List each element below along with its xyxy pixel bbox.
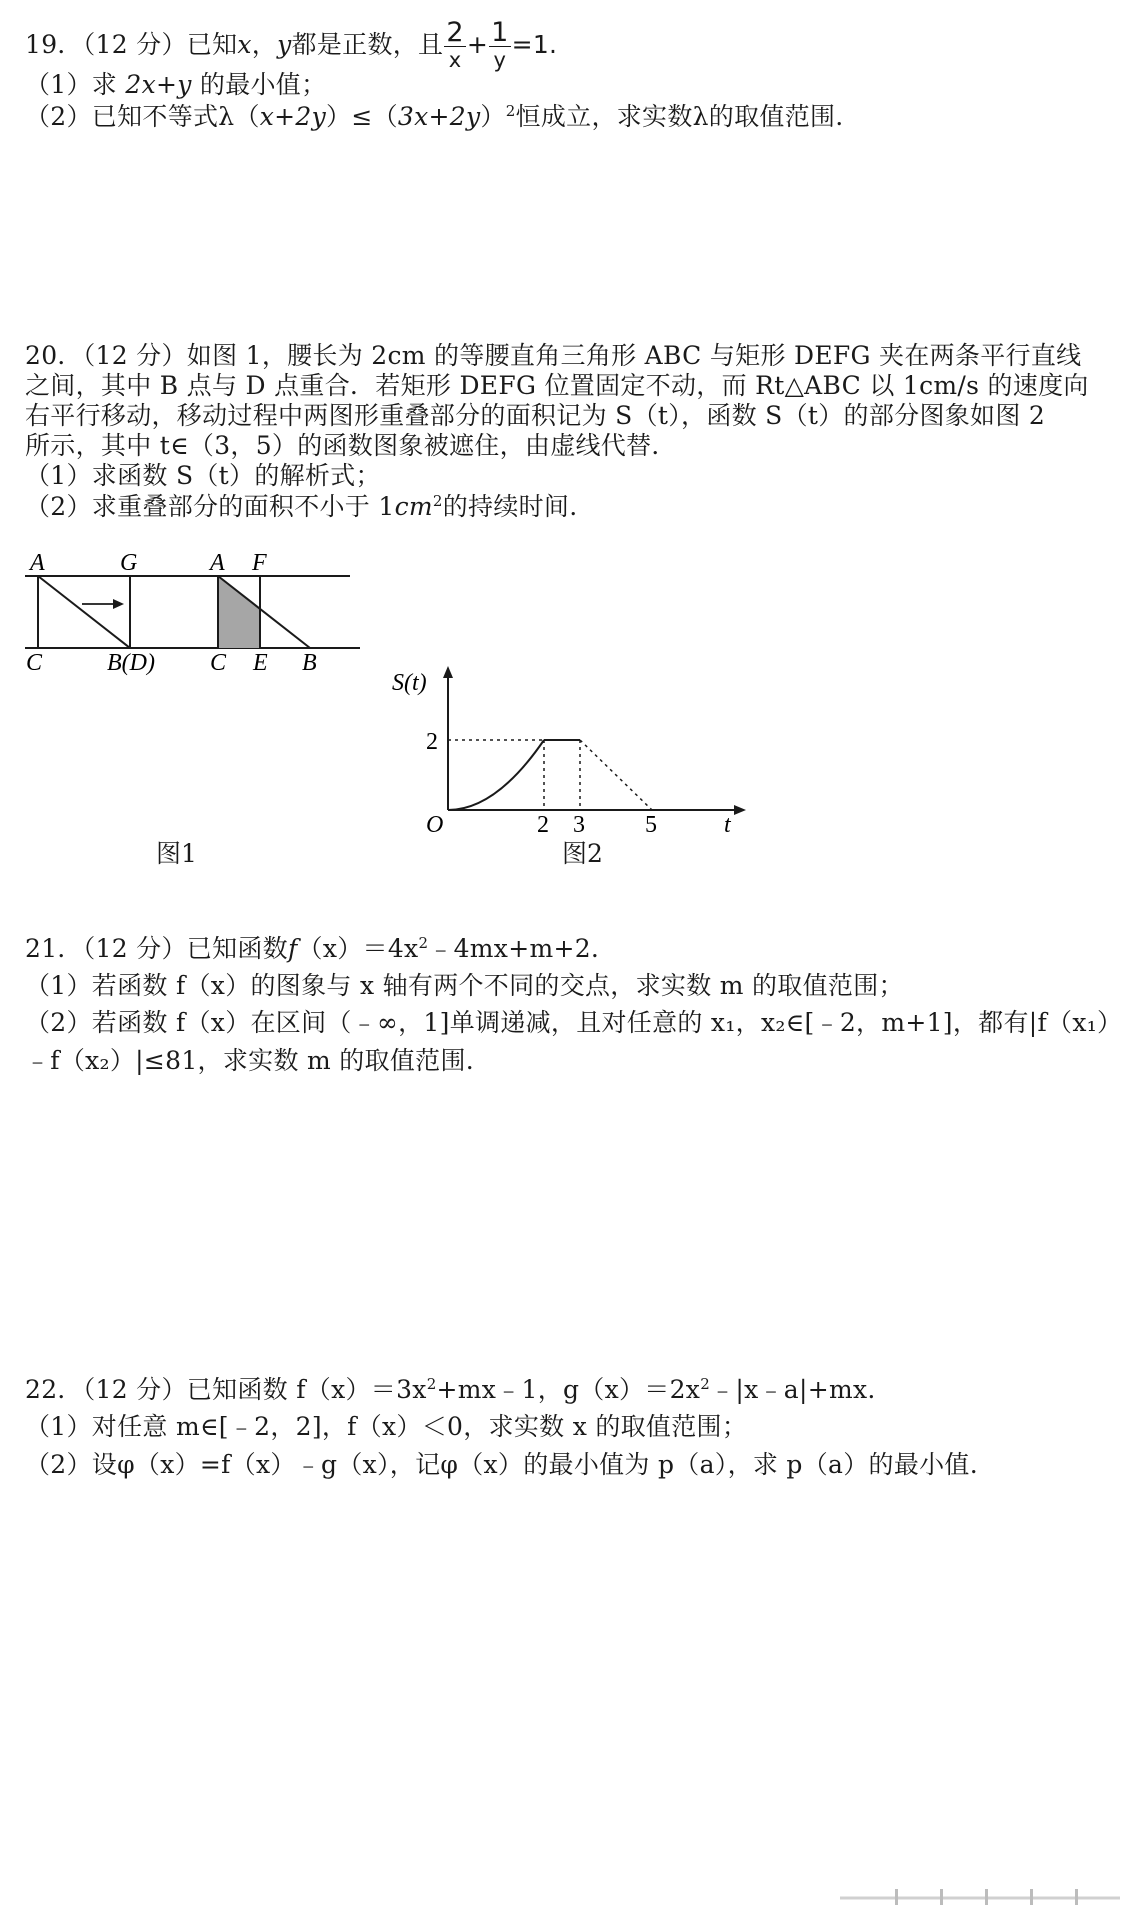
stem-text: 21．（12 分）已知函数 — [25, 934, 288, 963]
q20-line2: 之间，其中 B 点与 D 点重合．若矩形 DEFG 位置固定不动，而 Rt△ABC 以 1cm/s 的速度向 — [25, 371, 1089, 400]
label-A-2: A — [210, 550, 225, 576]
part-label: （2）已知不等式λ（ — [25, 102, 260, 131]
func-f: f — [287, 934, 298, 963]
stem-expr-2: ﹣4mx+m+2. — [428, 934, 600, 963]
expr: 2x+y — [125, 70, 192, 99]
figure-2-graph — [380, 660, 750, 835]
exponent-2: 2 — [700, 1375, 711, 1393]
part-label: （1）求 — [25, 70, 118, 99]
part-text-2: 的持续时间. — [442, 492, 578, 521]
q19-stem — [25, 17, 558, 73]
q19-sep: ， — [251, 30, 278, 59]
q22-part1: （1）对任意 m∈[﹣2，2]，f（x）＜0，求实数 x 的取值范围； — [25, 1412, 748, 1441]
q19-text: 已知 — [186, 30, 238, 59]
y-tick-2: 2 — [426, 729, 438, 755]
q19-fraction-1-over-y — [489, 17, 510, 73]
x-axis-label: t — [724, 812, 731, 835]
q20-part2 — [25, 489, 577, 525]
label-G: G — [120, 550, 138, 576]
q21-part2-line2: ﹣f（x₂）|≤81，求实数 m 的取值范围. — [25, 1046, 475, 1075]
expr-b: 3x+2y — [397, 102, 481, 131]
stem-expr: （x）＝4x — [297, 934, 419, 963]
label-C-2: C — [210, 650, 227, 676]
frac-den: x — [448, 48, 462, 72]
ineq: ）≤（ — [326, 102, 398, 131]
part-text: 恒成立，求实数λ的取值范围. — [515, 102, 844, 131]
equals-one: =1. — [511, 30, 558, 59]
triangle-hypotenuse — [38, 576, 130, 648]
q21-part2-line1: （2）若函数 f（x）在区间（﹣∞，1]单调递减，且对任意的 x₁，x₂∈[﹣2，m+1]，都有|f（x₁） — [25, 1008, 1123, 1037]
stem-text-3: ﹣|x﹣a|+mx. — [710, 1375, 876, 1404]
plus-sign: + — [466, 30, 489, 59]
frac-den: y — [493, 48, 507, 72]
exponent: 2 — [432, 492, 443, 510]
q19-var-x: x — [237, 30, 252, 59]
q20-line1: 20．（12 分）如图 1，腰长为 2cm 的等腰直角三角形 ABC 与矩形 DEFG 夹在两条平行直线 — [25, 341, 1082, 370]
exponent: 2 — [418, 934, 429, 952]
q19-fraction-2-over-x — [444, 17, 465, 73]
figure-1-caption: 图1 — [156, 839, 197, 868]
origin-label: O — [426, 812, 444, 835]
x-tick-2: 2 — [537, 812, 549, 835]
q21-part1: （1）若函数 f（x）的图象与 x 轴有两个不同的交点，求实数 m 的取值范围； — [25, 971, 904, 1000]
exponent: 2 — [426, 1375, 437, 1393]
label-C: C — [26, 650, 43, 676]
q19-score: （12 分） — [82, 30, 187, 59]
q22-stem — [25, 1372, 876, 1408]
q19-text-2: 都是正数，且 — [291, 30, 444, 59]
q20-line3: 右平行移动，移动过程中两图形重叠部分的面积记为 S（t），函数 S（t）的部分图象如图 2 — [25, 401, 1046, 430]
part-text: （2）求重叠部分的面积不小于 1 — [25, 492, 395, 521]
paren: ） — [480, 102, 506, 131]
q19-number: 19． — [25, 30, 83, 59]
q19-part2 — [25, 99, 844, 135]
overlap-shaded-region — [218, 576, 260, 648]
q19-var-y: y — [277, 30, 292, 59]
label-A: A — [30, 550, 45, 576]
x-tick-5: 5 — [645, 812, 657, 835]
bottom-decoration-bar — [835, 1886, 1125, 1906]
x-tick-3: 3 — [573, 812, 585, 835]
curve-quadratic — [448, 740, 544, 810]
stem-text: 22．（12 分）已知函数 f（x）＝3x — [25, 1375, 427, 1404]
expr-a: x+2y — [259, 102, 327, 131]
q21-stem — [25, 931, 599, 967]
figure-2-caption: 图2 — [562, 839, 603, 868]
frac-num: 1 — [491, 17, 509, 48]
label-E: E — [253, 650, 268, 676]
frac-num: 2 — [446, 17, 464, 48]
label-F: F — [252, 550, 267, 576]
label-B: B — [302, 650, 317, 676]
stem-text-2: +mx﹣1，g（x）＝2x — [436, 1375, 701, 1404]
move-arrow-icon — [113, 599, 124, 609]
q20-line4: 所示，其中 t∈（3，5）的函数图象被遮住，由虚线代替． — [25, 431, 677, 460]
dashed-hidden-segment — [580, 740, 652, 810]
x-axis-arrow-icon — [734, 805, 746, 815]
q20-part1: （1）求函数 S（t）的解析式； — [25, 461, 381, 490]
y-axis-label: S(t) — [392, 670, 427, 696]
q22-part2: （2）设φ（x）=f（x）﹣g（x），记φ（x）的最小值为 p（a），求 p（a）的最小值. — [25, 1450, 978, 1479]
exponent: 2 — [505, 102, 516, 120]
unit: cm — [394, 492, 433, 521]
part-text: 的最小值； — [199, 70, 327, 99]
y-axis-arrow-icon — [443, 666, 453, 678]
figure-1-diagram — [20, 548, 370, 678]
label-BD: B(D) — [107, 650, 155, 676]
q19-part1 — [25, 67, 326, 103]
